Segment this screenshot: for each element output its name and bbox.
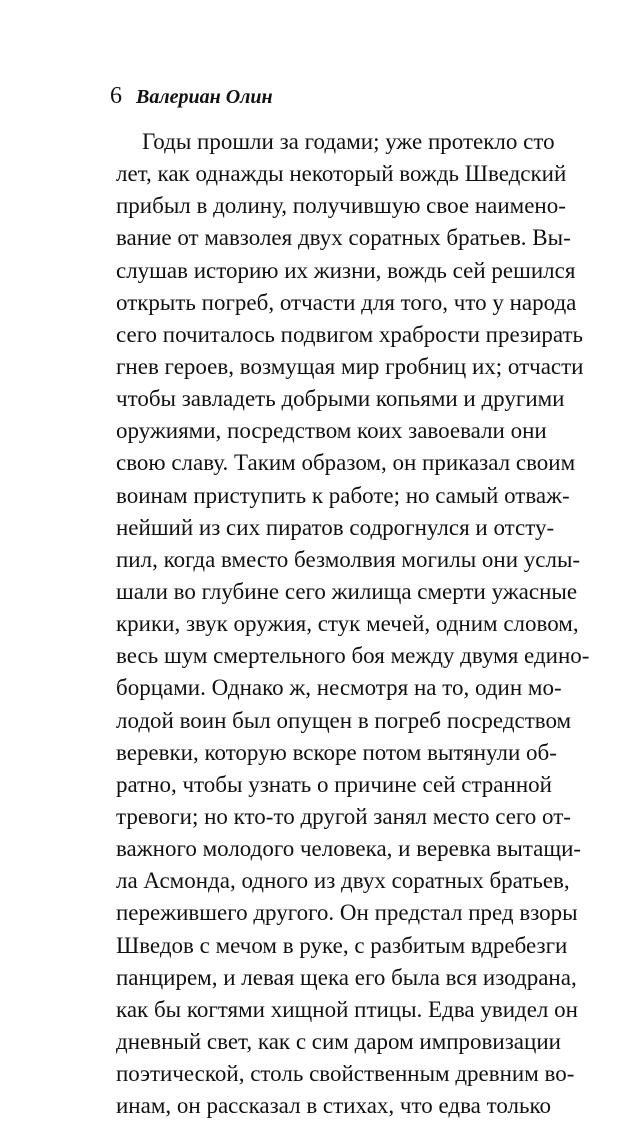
text-line: как бы когтями хищной птицы. Едва увидел он bbox=[116, 996, 578, 1022]
text-line: тревоги; но кто-то другой занял место сего от- bbox=[116, 803, 571, 829]
text-line: чтобы завладеть добрыми копьями и другими bbox=[116, 386, 565, 412]
text-line: вание от мавзолея двух соратных братьев. Вы- bbox=[116, 225, 571, 251]
text-line: прибыл в долину, получившую свое наимено- bbox=[116, 193, 566, 219]
text-line: дневный свет, как с сим даром импровизации bbox=[116, 1028, 561, 1054]
text-line: слушав историю их жизни, вождь сей решился bbox=[116, 257, 576, 283]
text-line: Годы прошли за годами; уже протекло сто bbox=[142, 129, 555, 154]
text-line: ратно, чтобы узнать о причине сей странной bbox=[116, 771, 552, 797]
text-line: важного молодого человека, и веревка вытащи- bbox=[116, 836, 582, 862]
text-line: открыть погреб, отчасти для того, что у народа bbox=[116, 289, 577, 315]
text-line: Шведов с мечом в руке, с разбитым вдребезги bbox=[116, 932, 568, 958]
text-line: воинам приступить к работе; но самый отваж- bbox=[116, 482, 570, 508]
text-line: панцирем, и левая щека его была вся изодрана, bbox=[116, 964, 577, 990]
text-line: поэтической, столь свойственным древним во- bbox=[116, 1061, 575, 1087]
page-number: 6 bbox=[110, 83, 122, 109]
text-line: сего почиталось подвигом храбрости презирать bbox=[116, 321, 584, 347]
text-line: лодой воин был опущен в погреб посредством bbox=[116, 707, 572, 733]
text-line: инам, он рассказал в стихах, что едва только bbox=[116, 1093, 552, 1119]
text-line: гнев героев, возмущая мир гробниц их; отчасти bbox=[116, 353, 584, 379]
text-line: пережившего другого. Он предстал пред взоры bbox=[116, 900, 578, 926]
text-line: пил, когда вместо безмолвия могилы они услы- bbox=[116, 546, 581, 572]
text-line: лет, как однажды некоторый вождь Шведский bbox=[116, 161, 567, 187]
text-line: крики, звук оружия, стук мечей, одним словом, bbox=[116, 611, 579, 637]
text-line: нейший из сих пиратов содрогнулся и отсту- bbox=[116, 514, 555, 540]
text-line: веревки, которую вскоре потом вытянули об- bbox=[116, 739, 557, 765]
body-text bbox=[116, 126, 590, 1122]
running-head bbox=[110, 83, 273, 113]
text-line: борцами. Однако ж, несмотря на то, один мо- bbox=[116, 675, 562, 701]
text-line: шали во глубине сего жилища смерти ужасные bbox=[116, 578, 578, 604]
text-line: ла Асмонда, одного из двух соратных братьев, bbox=[116, 868, 570, 894]
text-line: оружиями, посредством коих завоевали они bbox=[116, 418, 547, 444]
text-line: весь шум смертельного боя между двумя едино- bbox=[116, 643, 590, 669]
text-line: свою славу. Таким образом, он приказал своим bbox=[116, 450, 576, 476]
running-title: Валериан Олин bbox=[136, 86, 273, 108]
